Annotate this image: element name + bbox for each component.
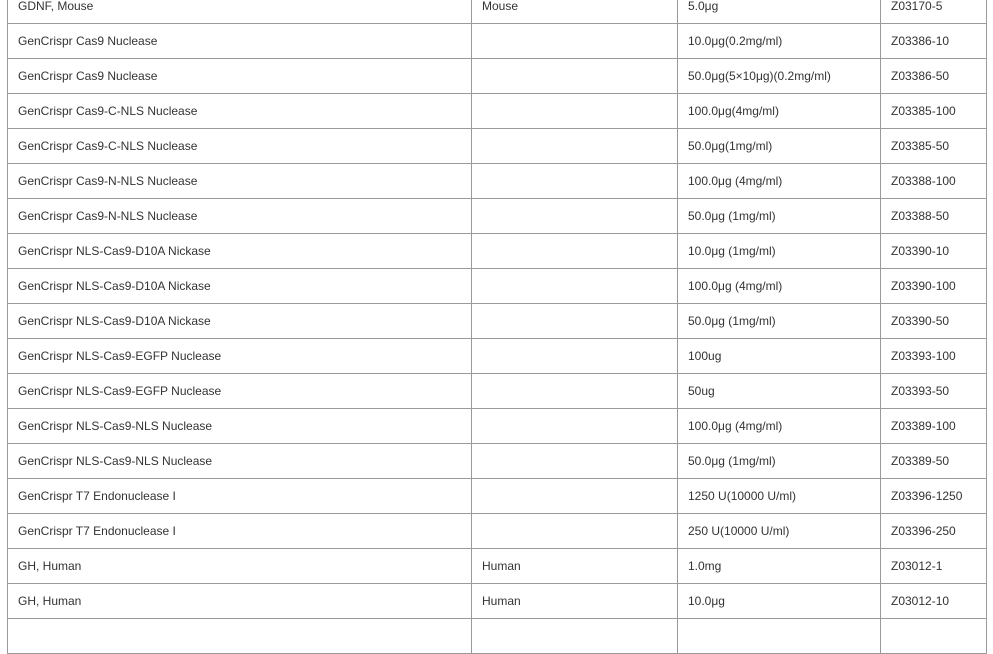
table-row	[8, 339, 987, 374]
catalog-number-cell: Z03388-50	[881, 199, 987, 234]
species-cell	[472, 24, 678, 59]
catalog-number-cell: Z03386-10	[881, 24, 987, 59]
table-row	[8, 584, 987, 619]
product-name-cell: GDNF, Mouse	[8, 0, 472, 24]
catalog-number-cell: Z03390-100	[881, 269, 987, 304]
species-cell	[472, 444, 678, 479]
product-name-cell: GenCrispr NLS-Cas9-D10A Nickase	[8, 269, 472, 304]
species-cell	[472, 94, 678, 129]
product-name-cell: GenCrispr NLS-Cas9-D10A Nickase	[8, 234, 472, 269]
size-cell: 1.0mg	[678, 549, 881, 584]
catalog-number-cell: Z03393-100	[881, 339, 987, 374]
species-cell	[472, 339, 678, 374]
product-name-cell: GenCrispr Cas9-N-NLS Nuclease	[8, 199, 472, 234]
catalog-number-cell: Z03388-100	[881, 164, 987, 199]
size-cell: 250 U(10000 U/ml)	[678, 514, 881, 549]
catalog-number-cell: Z03396-1250	[881, 479, 987, 514]
product-name-cell: GenCrispr Cas9-C-NLS Nuclease	[8, 129, 472, 164]
size-cell: 5.0μg	[678, 0, 881, 24]
size-cell: 100ug	[678, 339, 881, 374]
table-row	[8, 619, 987, 654]
table-row	[8, 409, 987, 444]
species-cell	[472, 59, 678, 94]
size-cell: 1250 U(10000 U/ml)	[678, 479, 881, 514]
product-name-cell: GenCrispr Cas9-N-NLS Nuclease	[8, 164, 472, 199]
table-row	[8, 269, 987, 304]
table-row	[8, 549, 987, 584]
table-row	[8, 24, 987, 59]
product-name-cell: GH, Human	[8, 584, 472, 619]
table-row	[8, 479, 987, 514]
size-cell: 100.0μg (4mg/ml)	[678, 164, 881, 199]
size-cell: 50.0μg (1mg/ml)	[678, 444, 881, 479]
product-name-cell: GH, Human	[8, 549, 472, 584]
table-row	[8, 199, 987, 234]
species-cell	[472, 164, 678, 199]
product-name-cell: GenCrispr Cas9 Nuclease	[8, 24, 472, 59]
catalog-number-cell: Z03389-50	[881, 444, 987, 479]
catalog-number-cell	[881, 619, 987, 654]
table-row	[8, 0, 987, 24]
table-row	[8, 514, 987, 549]
catalog-number-cell: Z03396-250	[881, 514, 987, 549]
species-cell	[472, 234, 678, 269]
catalog-number-cell: Z03012-10	[881, 584, 987, 619]
size-cell: 50.0μg(1mg/ml)	[678, 129, 881, 164]
catalog-number-cell: Z03393-50	[881, 374, 987, 409]
product-table-body	[8, 0, 987, 654]
catalog-number-cell: Z03390-50	[881, 304, 987, 339]
size-cell: 10.0μg(0.2mg/ml)	[678, 24, 881, 59]
species-cell	[472, 129, 678, 164]
species-cell	[472, 374, 678, 409]
product-name-cell: GenCrispr NLS-Cas9-NLS Nuclease	[8, 409, 472, 444]
table-row	[8, 59, 987, 94]
product-table	[7, 0, 987, 654]
species-cell	[472, 479, 678, 514]
product-name-cell: GenCrispr NLS-Cas9-EGFP Nuclease	[8, 339, 472, 374]
species-cell	[472, 619, 678, 654]
species-cell	[472, 304, 678, 339]
size-cell: 100.0μg (4mg/ml)	[678, 409, 881, 444]
catalog-number-cell: Z03389-100	[881, 409, 987, 444]
species-cell	[472, 269, 678, 304]
species-cell: Mouse	[472, 0, 678, 24]
species-cell	[472, 199, 678, 234]
product-name-cell: GenCrispr NLS-Cas9-D10A Nickase	[8, 304, 472, 339]
size-cell: 50ug	[678, 374, 881, 409]
product-table-container	[7, 0, 986, 654]
table-row	[8, 234, 987, 269]
product-name-cell: GenCrispr NLS-Cas9-NLS Nuclease	[8, 444, 472, 479]
size-cell: 100.0μg (4mg/ml)	[678, 269, 881, 304]
product-name-cell: GenCrispr Cas9 Nuclease	[8, 59, 472, 94]
species-cell: Human	[472, 549, 678, 584]
size-cell: 10.0μg (1mg/ml)	[678, 234, 881, 269]
table-row	[8, 444, 987, 479]
product-name-cell: GenCrispr Cas9-C-NLS Nuclease	[8, 94, 472, 129]
size-cell: 50.0μg (1mg/ml)	[678, 199, 881, 234]
table-row	[8, 374, 987, 409]
catalog-number-cell: Z03170-5	[881, 0, 987, 24]
species-cell	[472, 514, 678, 549]
species-cell	[472, 409, 678, 444]
size-cell: 100.0μg(4mg/ml)	[678, 94, 881, 129]
size-cell: 50.0μg(5×10μg)(0.2mg/ml)	[678, 59, 881, 94]
species-cell: Human	[472, 584, 678, 619]
catalog-number-cell: Z03390-10	[881, 234, 987, 269]
product-name-cell	[8, 619, 472, 654]
product-name-cell: GenCrispr T7 Endonuclease I	[8, 514, 472, 549]
size-cell: 50.0μg (1mg/ml)	[678, 304, 881, 339]
catalog-number-cell: Z03386-50	[881, 59, 987, 94]
catalog-number-cell: Z03385-50	[881, 129, 987, 164]
table-row	[8, 164, 987, 199]
table-row	[8, 94, 987, 129]
table-row	[8, 129, 987, 164]
catalog-number-cell: Z03012-1	[881, 549, 987, 584]
table-row	[8, 304, 987, 339]
size-cell: 10.0μg	[678, 584, 881, 619]
product-name-cell: GenCrispr T7 Endonuclease I	[8, 479, 472, 514]
size-cell	[678, 619, 881, 654]
product-name-cell: GenCrispr NLS-Cas9-EGFP Nuclease	[8, 374, 472, 409]
catalog-number-cell: Z03385-100	[881, 94, 987, 129]
